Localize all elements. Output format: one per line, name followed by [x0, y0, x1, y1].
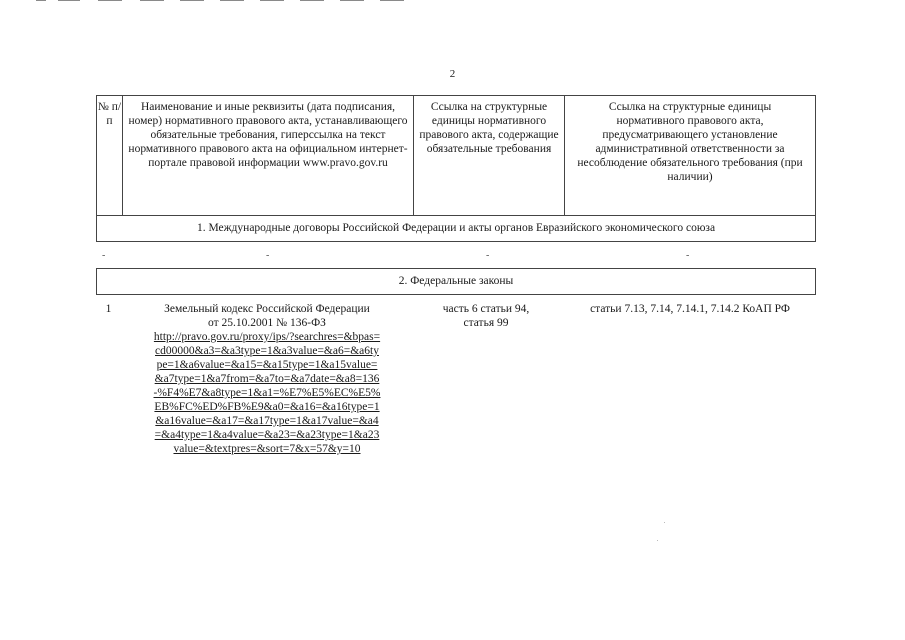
header-col-name: Наименование и иные реквизиты (дата подписания, номер) нормативного правового акта, устанавливающего обязательные требования, гиперссылка на текст нормативного правового акта на официальном интернет-портале правовой информации www.pravo.gov.ru — [128, 101, 408, 169]
row-number: 1 — [105, 303, 112, 315]
empty-marker: - — [266, 250, 270, 261]
row-name-cell — [122, 302, 412, 456]
header-col-number: № п/п — [97, 101, 122, 127]
empty-marker: - — [486, 250, 490, 261]
row-structural-units: часть 6 статьи 94, статья 99 — [442, 303, 530, 329]
law-title: Земельный кодекс Российской Федерации — [164, 303, 370, 315]
section-heading-federal-laws: 2. Федеральные законы — [96, 268, 816, 295]
empty-marker: - — [102, 250, 106, 261]
row-liability: статьи 7.13, 7.14, 7.14.1, 7.14.2 КоАП РФ — [590, 303, 790, 315]
scan-speck — [664, 522, 665, 523]
table-header — [96, 95, 816, 216]
scan-speck — [657, 540, 658, 541]
header-col-structural-units: Ссылка на структурные единицы нормативного правового акта, содержащие обязательные требования — [419, 101, 559, 155]
page-number: 2 — [449, 68, 456, 80]
pravo-gov-link[interactable]: http://pravo.gov.ru/proxy/ips/?searchres=&bpas=cd00000&a3=&a3type=1&a3value=&a6=&a6type=1&a6value=&a15=&a15type=1&a15value=&a7type=1&a7from=&a7to=&a7date=&a8=136-%F4%E7&a8type=1&a1=%E7%E5%EC%E5%EB%FC%ED%FB%E9&a0=&a16=&a16type=1&a16value=&a17=&a17type=1&a17value=&a4=&a4type=1&a4value=&a23=&a23type=1&a23value=&textpres=&sort=7&x=57&y=10 — [153, 331, 381, 455]
law-date-number: от 25.10.2001 № 136-ФЗ — [208, 317, 326, 329]
header-col-liability: Ссылка на структурные единицы нормативного правового акта, предусматривающего установление административной ответственности за несоблюдение обязательного требования (при наличии) — [577, 101, 803, 183]
empty-marker: - — [686, 250, 690, 261]
link-wrapper — [153, 330, 381, 456]
section-heading-international: 1. Международные договоры Российской Федерации и акты органов Евразийского экономического союза — [96, 215, 816, 242]
